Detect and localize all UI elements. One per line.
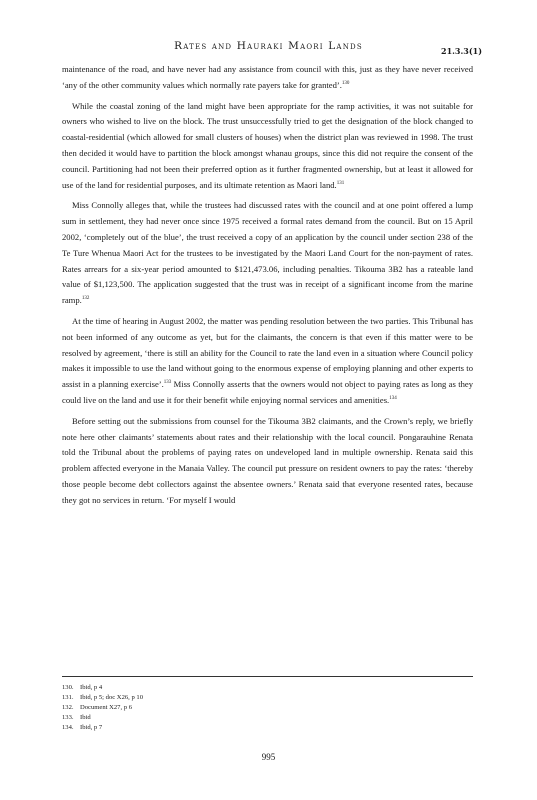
running-header: Rates and Hauraki Maori Lands (174, 40, 363, 52)
footnote-134: 134. Ibid, p 7 (62, 724, 103, 731)
footnote-ref-133[interactable]: 133 (163, 380, 172, 386)
paragraph-2: While the coastal zoning of the land might have been appropriate for the ramp activities, it was not suitable for owners who wished to live on the block. The trust unsuccessfully tried to get the designation of the block changed to coastal-residential (which allowed for small clusters of houses) when the district plan was reviewed in 1998. The trust then decided it would have to partition the block amongst whanau groups, since this did not require the consent of the council. Partitioning had not been their preferred option as it further fragmented ownership, but at least it allowed for use of the land for residential purposes, and its ultimate retention as Maori land.$^{131}$ (62, 100, 473, 190)
footnote-ref-131[interactable]: 131 (336, 180, 345, 186)
section-number: 21.3.3(1) (441, 46, 482, 56)
paragraph-3: Miss Connolly alleges that, while the trustees had discussed rates with the council and at one point offered a lump sum in settlement, they had never once since 1975 received a formal rates demand from the council. But on 15 April 2002, ‘completely out of the blue’, the trust received a copy of an application by the council under section 238 of the Te Ture Whenua Maori Act for the trustees to be investigated by the Maori Land Court for the non-payment of rates. Rates arrears for a six-year period amounted to $121,473.06, including penalties. Tikouma 3B2 has a rateable land value of $1,123,500. The application suggested that the trust was in receipt of a significant income from the marine ramp.$^{132}$ (62, 200, 473, 306)
body-text (62, 62, 473, 514)
paragraph-1: maintenance of the road, and have never had any assistance from council with this, just as they have never received ‘any of the other community values which normally rate payers take for granted’.$^{130}$ (62, 64, 473, 90)
footnote-ref-132[interactable]: 132 (81, 296, 90, 302)
footnote-ref-134[interactable]: 134 (389, 395, 397, 401)
footnote-ref-130[interactable]: 130 (341, 80, 350, 86)
paragraph-4: At the time of hearing in August 2002, the matter was pending resolution between the two parties. This Tribunal has not been informed of any outcome as yet, but for the claimants, the concern is that even if this matter were to be resolved by agreement, ‘there is still an ability for the Council to rate the land even in a situation where Council policy makes it impossible to use the land without going to the enormous expense of employing planning and other experts to assist in a planning exercise’.$^{133}$ Miss Connolly asserts that the owners would not object to paying rates as long as they could live on the land and use it for their benefit while enjoying normal services and amenities.$^{134}$ (62, 315, 473, 405)
footnote-130: 130. Ibid, p 4 (62, 684, 103, 691)
paragraph-5: Before setting out the submissions from counsel for the Tikouma 3B2 claimants, and the Crown’s reply, we briefly note here other claimants’ statements about rates and their relationship with the local council. Pongarauhine Renata told the Tribunal about the problems of paying rates on undeveloped land in multiple ownership. Renata said this problem affected everyone in the Manaia Valley. The council put pressure on resident owners to pay the rates: ‘thereby those people become debt collectors against the absentee owners.’ Renata said that everyone resented rates, because they got no services in return. ‘For myself I would (62, 415, 473, 505)
footnotes (62, 683, 473, 733)
footnote-131: 131. Ibid, p 5; doc X26, p 10 (62, 694, 144, 701)
footnote-divider (62, 676, 473, 677)
page-number: 995 (261, 752, 276, 762)
footnote-133: 133. Ibid (62, 714, 91, 721)
footnote-132: 132. Document X27, p 6 (62, 704, 133, 711)
